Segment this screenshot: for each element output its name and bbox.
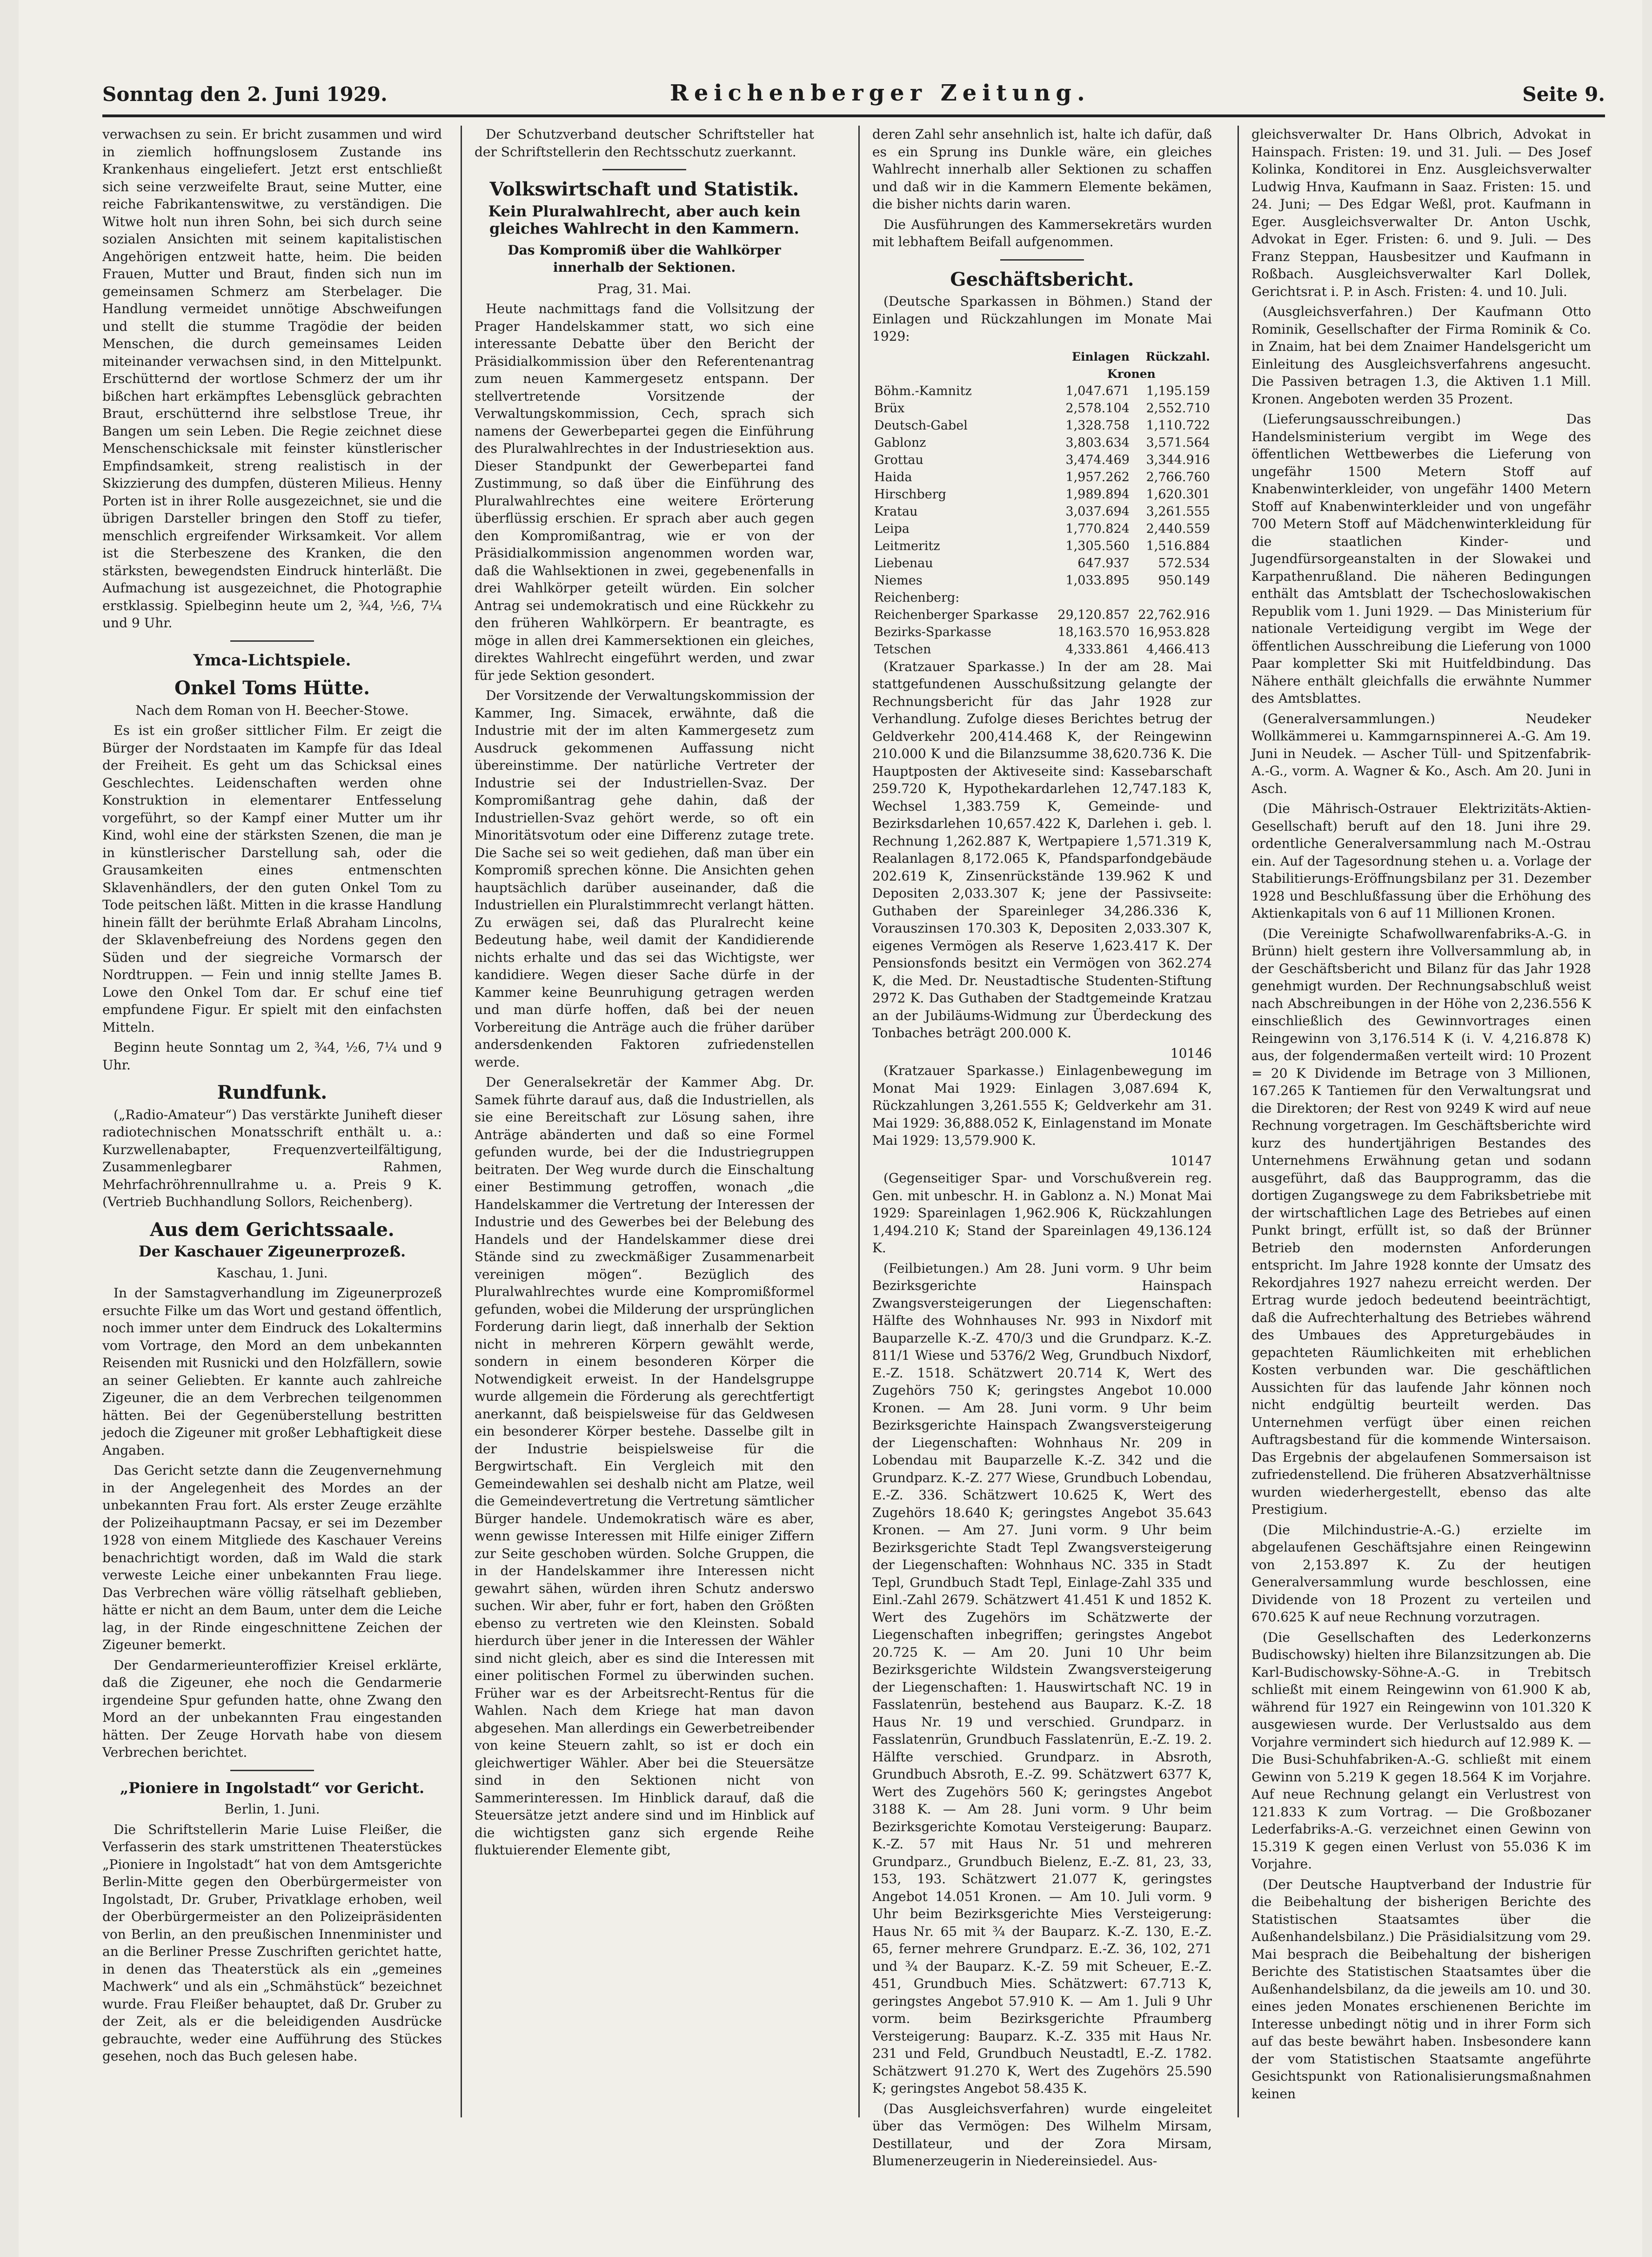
table-cell-place: Leipa <box>874 521 910 536</box>
table-cell-rueckzahl: 22,762.916 <box>1138 607 1210 622</box>
table-row <box>872 451 1212 469</box>
article-text: (Die Mährisch-Ostrauer Elektrizitäts-Aktien-Gesellschaft) beruft auf den 18. Juni ihre 29. ordentliche Generalversammlung nach M.-Ostrau ein. Auf der Tagesordnung stehen u. a. Vorlage der Stabilitierungs-Eröffnungsbilanz per 31. Dezember 1928 und Beschlußfassung über die Erhöhung des Aktienkapitals von 6 auf 11 Millionen Kronen. <box>1251 801 1591 921</box>
table-cell-rueckzahl: 572.534 <box>1158 556 1210 571</box>
newspaper-page <box>19 0 1642 2257</box>
article-text: (Die Gesellschaften des Lederkonzerns Budischowsky) hielten ihre Bilanzsitzungen ab. Die Karl-Budischowsky-Söhne-A.-G. in Trebitsch schließt mit einem Reingewinn von 61.900 K ab, während für 1927 ein Reingewinn von 101.320 K ausgewiesen wurde. Der Verlustsaldo aus dem Vorjahre vermindert sich hiedurch auf 12.989 K. — Die Busi-Schuhfabriken-A.-G. schließt mit einem Gewinn von 5.219 K gegen 18.564 K im Vorjahre. Auf neue Rechnung gelangt ein Verlustrest von 121.833 K zum Vortrag. — Die Großbozaner Lederfabriks-A.-G. verzeichnet einen Gewinn von 15.319 K gegen einen Verlust von 55.036 K im Vorjahre. <box>1251 1629 1591 1872</box>
page-header <box>102 78 1605 111</box>
article-text: (Feilbietungen.) Am 28. Juni vorm. 9 Uhr beim Bezirksgerichte Hainspach Zwangsversteigerungen der Liegenschaften: Hälfte des Wohnhauses Nr. 993 in Nixdorf mit Bauparzelle K.-Z. 470/3 und die Grundparz. K.-Z. 811/1 Wiese und 5376/2 Weg, Grundbuch Nixdorf, E.-Z. 1518. Schätzwert 20.714 K, Wert des Zugehörs 750 K; geringstes Angebot 10.000 Kronen. — Am 28. Juni vorm. 9 Uhr beim Bezirksgerichte Hainspach Zwangsversteigerung der Liegenschaften: Wohnhaus Nr. 209 in Lobendau mit Bauparzelle K.-Z. 342 und die Grundparz. K.-Z. 277 Wiese, Grundbuch Lobendau, E.-Z. 336. Schätzwert 10.625 K, Wert des Zugehörs 18.640 K; geringstes Angebot 35.643 Kronen. — Am 27. Juni vorm. 9 Uhr beim Bezirksgerichte Stadt Tepl Zwangsversteigerung der Liegenschaften: Wohnhaus NC. 335 in Stadt Tepl, Grundbuch Stadt Tepl, Einlage-Zahl 335 und Einl.-Zahl 2679. Schätzwert 41.451 K und 1852 K. Wert des Zugehörs im Schätzwerte der Liegenschaften inbegriffen; geringstes Angebot 20.725 K. — Am 20. Juni 10 Uhr beim Bezirksgerichte Wildstein Zwangsversteigerung der Liegenschaften: 1. Hauswirtschaft NC. 19 in Fasslatenrün, bestehend aus Bauparz. K.-Z. 18 Haus Nr. 19 und verschied. Grundparz. in Fasslatenrün, Grundbuch Fasslatenrün, E.-Z. 19. 2. Hälfte verschied. Grundparz. in Absroth, Grundbuch Absroth, E.-Z. 99. Schätzwert 6377 K, Wert des Zugehörs 560 K; geringstes Angebot 3188 K. — Am 28. Juni vorm. 9 Uhr beim Bezirksgerichte Komotau Versteigerung: Bauparz. K.-Z. 57 mit Haus Nr. 51 und mehreren Grundparz., Grundbuch Bielenz, E.-Z. 81, 23, 33, 153, 193. Schätzwert 21.077 K, geringstes Angebot 14.051 Kronen. — Am 10. Juli vorm. 9 Uhr beim Bezirksgerichte Mies Versteigerung: Haus Nr. 65 mit ¾ der Bauparz. K.-Z. 130, E.-Z. 65, ferner mehrere Grundparz. E.-Z. 36, 102, 271 und ¾ der Bauparz. K.-Z. 59 mit Scheuer, E.-Z. 451, Grundbuch Mies. Schätzwert: 67.713 K, geringstes Angebot 57.910 K. — Am 1. Juli 9 Uhr vorm. beim Bezirksgerichte Pfraumberg Versteigerung: Bauparz. K.-Z. 335 mit Haus Nr. 231 und Feld, Grundbuch Neustadtl, E.-Z. 1782. Schätzwert 91.270 K, Wert des Zugehörs 25.590 K; geringstes Angebot 58.435 K. <box>872 1260 1212 2096</box>
article-text: (Kratzauer Sparkasse.) In der am 28. Mai stattgefundenen Ausschußsitzung gelangte der Rechnungsbericht für das Jahr 1928 zur Verhandlung. Zufolge dieses Berichtes betrug der Geldverkehr 200,414.468 K, der Reingewinn 210.000 K und die Bilanzsumme 38,620.736 K. Die Hauptposten der Aktiveseite sind: Kassebarschaft 259.720 K, Hypothekardarlehen 12,747.183 K, Wechsel 1,383.759 K, Gemeinde- und Bezirksdarlehen 10,657.422 K, Darlehen i. geb. l. Rechnung 1,262.887 K, Wertpapiere 1,571.319 K, Realanlagen 8,172.065 K, Pfandsparfondgebäude 202.619 K, Zinsenrückstände 139.962 K und Depositen 2,033.307 K; jene der Passivseite: Guthaben der Spareinleger 34,286.336 K, Vorauszinsen 170.303 K, Depositen 2,033.307 K, eigenes Vermögen als Reserve 1,623.417 K. Der Pensionsfonds besitzt ein Vermögen von 362.274 K, die Med. Dr. Neustadtische Studenten-Stiftung 2972 K. Das Guthaben der Stadtgemeinde Kratzau an der Jubiläums-Widmung zur Überdeckung des Tonbaches beträgt 200.000 K. <box>872 658 1212 1041</box>
table-cell-rueckzahl: 3,571.564 <box>1146 435 1210 450</box>
dateline: Prag, 31. Mai. <box>597 281 691 296</box>
table-row <box>872 606 1212 624</box>
article-text: Der Gendarmerieunteroffizier Kreisel erklärte, daß die Zigeuner, ehe noch die Gendarmerie irgendeine Spur gefunden hatte, ohne Zwang den Mord an der unbekannten Frau eingestanden hätten. Der Zeuge Horvath habe von diesem Verbrechen berichtet. <box>102 1657 442 1760</box>
table-cell-rueckzahl: 3,261.555 <box>1146 504 1210 519</box>
item-number: 10146 <box>1170 1045 1212 1061</box>
table-row <box>872 537 1212 555</box>
table-cell-place: Haida <box>874 470 912 484</box>
table-cell-place: Reichenberger Sparkasse <box>874 607 1038 622</box>
table-cell-place: Böhm.-Kamnitz <box>874 383 972 398</box>
table-header: Einlagen <box>1071 349 1130 363</box>
article-text: (Der Deutsche Hauptverband der Industrie für die Beibehaltung der bisherigen Berichte des Statistischen Staatsamtes über die Außenhandelsbilanz.) Die Präsidialsitzung vom 29. Mai besprach die Beibehaltung der bisherigen Berichte des Statistischen Staatsamtes über die Außenhandelsbilanz, da die jeweils am 10. und 30. eines jeden Monates erschienenen Berichte im Interesse unbedingt nötig und in ihrer Form sich auf das beste bewährt haben. Insbesondere kann der vom Statistischen Staatsamte angeführte Gesichtspunkt von Rationalisierungsmaßnahmen keinen <box>1251 1876 1591 2102</box>
item-number: 10147 <box>1170 1153 1212 1169</box>
table-cell-rueckzahl: 1,516.884 <box>1146 538 1210 553</box>
table-cell-place: Liebenau <box>874 556 933 571</box>
section-rule <box>1000 259 1084 261</box>
table-cell-einlagen: 1,328.758 <box>1065 418 1130 433</box>
section-heading: Rundfunk. <box>217 1081 328 1103</box>
table-row <box>872 520 1212 537</box>
article-subheading: Nach dem Roman von H. Beecher-Stowe. <box>135 702 409 718</box>
column-divider <box>461 126 462 2117</box>
issue-date: Sonntag den 2. Juni 1929. <box>102 83 388 106</box>
table-cell-rueckzahl: 3,344.916 <box>1146 452 1210 467</box>
table-group-label: Reichenberg: <box>874 590 960 605</box>
table-cell-rueckzahl: 950.149 <box>1158 573 1210 588</box>
section-heading: Aus dem Gerichtssaale. <box>150 1218 395 1241</box>
article-text: (Gegenseitiger Spar- und Vorschußverein reg. Gen. mit unbeschr. H. in Gablonz a. N.) Monat Mai 1929: Spareinlagen 1,962.906 K, Rückzahlungen 1,494.210 K; Stand der Spareinlagen 49,136.124 K. <box>872 1170 1212 1256</box>
table-cell-einlagen: 647.937 <box>1077 556 1130 571</box>
table-row <box>872 383 1212 400</box>
table-header <box>872 348 1051 365</box>
article-text: (Die Milchindustrie-A.-G.) erzielte im abgelaufenen Geschäftsjahre einen Reingewinn von 2,153.897 K. Zu der heutigen Generalversammlung wurde beschlossen, eine Dividende von 18 Prozent zu verteilen und 670.625 K auf neue Rechnung vorzutragen. <box>1251 1522 1591 1625</box>
column-divider <box>1237 126 1239 2117</box>
table-cell-rueckzahl: 2,440.559 <box>1146 521 1210 536</box>
table-cell-place: Leitmeritz <box>874 538 940 553</box>
table-cell-rueckzahl: 1,110.722 <box>1146 418 1210 433</box>
table-cell-rueckzahl: 2,552.710 <box>1146 401 1210 416</box>
article-subheading: Das Kompromiß über die Wahlkörper innerhalb der Sektionen. <box>508 242 781 275</box>
table-cell-place: Hirschberg <box>874 487 946 502</box>
table-cell-rueckzahl: 4,466.413 <box>1146 642 1210 657</box>
table-cell-place: Niemes <box>874 573 923 588</box>
article-text: („Radio-Amateur“) Das verstärkte Juniheft dieser radiotechnischen Monatsschrift enthält u. a.: Kurzwellenabapter, Frequenzverteilfältigung, Zusammenlegbarer Rahmen, Mehrfachröhrennullrahme u. a. Preis 9 K. (Vertrieb Buchhandlung Sollors, Reichenberg). <box>102 1107 442 1209</box>
article-text: verwachsen zu sein. Er bricht zusammen und wird in ziemlich hoffnungslosem Zustande ins Krankenhaus eingeliefert. Jetzt erst entschließt sich seine verzweifelte Braut, seine Mutter, eine reiche Fabrikantenswitwe, zu verständigen. Die Witwe holt nun ihren Sohn, bei sich durch seine sozialen Ansichten mit seinem kapitalistischen Angehörigen entzweit hatte, heim. Die beiden Frauen, Mutter und Braut, finden sich nun im gemeinsamen Schmerz am Sterbelager. Die Handlung vermeidet unnötige Abschweifungen und stellt die stumme Tragödie der beiden Menschen, die durch gemeinsames Leiden miteinander verwachsen sind, in den Mittelpunkt. Erschütternd der wortlose Schmerz der um ihr bißchen hart erkämpftes Lebensglück gebrachten Braut, erschütternd ihre selbstlose Treue, ihr Bangen um sein Leben. Die Regie zeichnet diese Menschenschicksale mit feinster künstlerischer Empfindsamkeit, streng realistisch in der Skizzierung des dumpfen, düsteren Milieus. Henny Porten ist in ihrer Rolle ausgezeichnet, sie und die übrigen Darsteller bringen den Stoff zu tiefer, menschlich ergreifender Wirksamkeit. Vor allem ist die Sterbeszene des Kranken, die den stärksten, bewegendsten Eindruck hinterläßt. Die Aufmachung ist ausgezeichnet, die Photographie erstklassig. Spielbeginn heute um 2, ¾4, ½6, 7¼ und 9 Uhr. <box>102 127 442 631</box>
article-text: Das Gericht setzte dann die Zeugenvernehmung in der Angelegenheit des Mordes an der unbekannten Frau fort. Als erster Zeuge erzählte der Polizeihauptmann Pacsay, er sei im Dezember 1928 von einem Mitgliede des Kaschauer Vereins benachrichtigt worden, daß im Wald die stark verweste Leiche einer unbekannten Frau liege. Das Verbrechen wäre völlig rätselhaft geblieben, hätte er nicht an dem Baum, unter dem die Leiche lag, in der Rinde eingeschnittene Zeichen der Zigeuner bemerkt. <box>102 1463 442 1652</box>
table-header: Rückzahl. <box>1145 349 1210 363</box>
column-3 <box>872 126 1212 2173</box>
dateline: Berlin, 1. Juni. <box>224 1801 320 1817</box>
table-cell-einlagen: 29,120.857 <box>1057 607 1130 622</box>
table-cell-rueckzahl: 1,620.301 <box>1146 487 1210 502</box>
article-text: Es ist ein großer sittlicher Film. Er zeigt die Bürger der Nordstaaten im Kampfe für das Ideal der Freiheit. Es geht um das Schicksal eines Geschlechtes. Leidenschaften werden ohne Konstruktion in elementarer Entfesselung vorgeführt, so der Kampf einer Mutter um ihr Kind, wohl eine der stärksten Szenen, die man je in künstlerischer Darstellung sah, oder die Grausamkeiten eines entmenschten Sklavenhändlers, der den guten Onkel Tom zu Tode peitschen läßt. Mitten in die krasse Handlung hinein fällt der berühmte Erlaß Abraham Lincolns, der Sklavenbefreiung des Nordens gegen den Süden und der siegreiche Vormarsch der Nordtruppen. — Fein und innig stellte James B. Lowe den Onkel Tom dar. Er schuf eine tief empfundene Figur. Er spielt mit den einfachsten Mitteln. <box>102 723 442 1035</box>
table-cell-einlagen: 18,163.570 <box>1057 625 1130 639</box>
article-text: (Die Vereinigte Schafwollwarenfabriks-A.-G. in Brünn) hielt gestern ihre Vollversammlung ab, in der Geschäftsbericht und Bilanz für das Jahr 1928 genehmigt wurden. Der Rechnungsabschluß weist nach Abschreibungen in der Höhe von 2,236.556 K einschließlich des Gewinnvortrages einen Reingewinn von 3,176.514 K (i. V. 4,216.878 K) aus, der folgendermaßen verteilt wird: 10 Prozent = 20 K Dividende im Betrage von 3 Millionen, 167.265 K Tantiemen für den Verwaltungsrat und die Direktoren; der Rest von 9249 K wird auf neue Rechnung vorgetragen. Im Geschäftsberichte wird kurz des hundertjährigen Bestandes des Unternehmens Erwähnung getan und sodann ausgeführt, daß das Baupprogramm, das die dortigen Zugangswege zu dem Fabriksbetriebe mit der wirtschaftlichen Lage des Betriebes auf einen Punkt bringt, erfüllt ist, so daß der Brünner Betrieb den modernsten Anforderungen entspricht. Im Jahre 1928 konnte der Umsatz des Rekordjahres 1927 nahezu erreicht werden. Der Ertrag wurde jedoch bedeutend beeinträchtigt, daß die Aufrechterhaltung des Betriebes während des Umbaues des Appreturgebäudes in gepachteten Räumlichkeiten mit erheblichen Kosten verbunden war. Die geschäftlichen Aussichten für das laufende Jahr können noch nicht endgültig beurteilt werden. Das Unternehmen verfügt über einen reichen Auftragsbestand für die kommende Wintersaison. Das Ergebnis der abgelaufenen Sommersaison ist zufriedenstellend. Die früheren Absatzverhältnisse wurden wiederhergestellt, ebenso das alte Prestigium. <box>1251 926 1591 1517</box>
table-cell-einlagen: 1,957.262 <box>1065 470 1130 484</box>
dateline: Kaschau, 1. Juni. <box>216 1265 328 1281</box>
table-cell-einlagen: 2,578.104 <box>1065 401 1130 416</box>
table-row <box>872 641 1212 658</box>
table-cell-rueckzahl: 16,953.828 <box>1138 625 1210 639</box>
article-text: (Ausgleichsverfahren.) Der Kaufmann Otto Rominik, Gesellschafter der Firma Rominik & Co. in Znaim, hat bei dem Znaimer Handelsgericht um Einleitung des Ausgleichsverfahrens angesucht. Die Passiven betragen 1.3, die Aktiven 1.1 Mill. Kronen. Angeboten werden 35 Prozent. <box>1251 304 1591 407</box>
section-rule <box>602 169 686 170</box>
article-text: (Deutsche Sparkassen in Böhmen.) Stand der Einlagen und Rückzahlungen im Monate Mai 1929: <box>872 294 1212 344</box>
table-cell-place: Tetschen <box>874 642 931 657</box>
article-text: Der Generalsekretär der Kammer Abg. Dr. Samek führte darauf aus, daß die Industriellen, als sie eine Bereitschaft zur Lösung sahen, ihre Anträge abänderten und daß so eine Formel gefunden wurde, bei der die Industriegruppen beitraten. Der Weg wurde durch die Einschaltung einer Bestimmung getroffen, wonach „die Handelskammer die Vertretung der Interessen der Industrie und des Gewerbes bei der Belebung des Handels und der Handelskammer diese drei Stände sind zu zweckmäßiger Zusammenarbeit vereinigen mögen“. Bezüglich des Pluralwahlrechtes wurde eine Kompromißformel gefunden, wobei die Milderung der ursprünglichen Forderung darin liegt, daß innerhalb der Sektion nicht in mehreren Körpern gewählt werde, sondern in einem besonderen Körper die Notwendigkeit erweist. In der Handelsgruppe wurde allgemein die Förderung als gerechtfertigt anerkannt, daß beispielsweise für das Geldwesen ein besonderer Körper bestehe. Dasselbe gilt in der Industrie beispielsweise für die Bergwirtschaft. Ein Vergleich mit den Gemeindewahlen sei deshalb nicht am Platze, weil die Gemeindevertretung die Vertretung sämtlicher Bürger handele. Undemokratisch wäre es aber, wenn gewisse Interessen mit Hilfe einiger Ziffern zur Seite geschoben würden. Solche Gruppen, die in der Handelskammer ihre Interessen nicht gewahrt sähen, würden ihren Schutz anderswo suchen. Wir aber, fuhr er fort, haben den Größten ebenso zu vertreten wie den Kleinsten. Sobald hierdurch über jener in die Interessen der Wähler sind nicht gleich, aber es sind die Interessen mit einer politischen Formel zu überwinden suchen. Früher war es der Arbeitsrecht-Rentus für die Wahlen. Nach dem Kriege hat man davon abgesehen. Man allerdings ein Gewerbetreibender von keine Steuern zahlt, so ist er doch ein gleichwertiger Wähler. Aber bei die Steuersätze sind in den Sektionen nicht von Sammerinteressen. Im Hinblick darauf, daß die Steuersätze jetzt andere sind und im Hinblick auf die wichtigsten ganz sich ergende Reihe fluktuierender Elemente gibt, <box>475 1075 814 1858</box>
section-heading: Ymca-Lichtspiele. <box>193 651 351 670</box>
table-row <box>872 555 1212 572</box>
table-cell-einlagen: 1,989.894 <box>1065 487 1130 502</box>
article-text: Die Ausführungen des Kammersekretärs wurden mit lebhaftem Beifall aufgenommen. <box>872 216 1212 249</box>
table-cell-place: Bezirks-Sparkasse <box>874 625 991 639</box>
column-1 <box>102 126 442 2068</box>
article-text: deren Zahl sehr ansehnlich ist, halte ich dafür, daß es ein Sprung ins Dunkle wäre, ein gleiches Wahlrecht innerhalb aller Sektionen zu schaffen und daß wir in die Kammern Elemente bekämen, die bisher nichts darin waren. <box>872 127 1212 212</box>
table-row <box>872 400 1212 417</box>
table-cell-place: Brüx <box>874 401 905 416</box>
table-cell-rueckzahl: 2,766.760 <box>1146 470 1210 484</box>
column-4 <box>1251 126 1591 2105</box>
article-heading: Der Kaschauer Zigeunerprozeß. <box>138 1243 406 1260</box>
article-text: Der Schutzverband deutscher Schriftsteller hat der Schriftstellerin den Rechtsschutz zuerkannt. <box>475 127 814 160</box>
section-heading: Volkswirtschaft und Statistik. <box>489 178 799 200</box>
table-row <box>872 469 1212 486</box>
table-cell-einlagen: 1,305.560 <box>1065 538 1130 553</box>
table-cell-einlagen: 1,770.824 <box>1065 521 1130 536</box>
article-text: (Generalversammlungen.) Neudeker Wollkämmerei u. Kammgarnspinnerei A.-G. Am 19. Juni in Neudek. — Ascher Tüll- und Spitzenfabrik-A.-G., vorm. A. Wagner & Ko., Asch. Am 20. Juni in Asch. <box>1251 711 1591 796</box>
page-number: Seite 9. <box>1522 83 1605 106</box>
table-cell-einlagen: 3,037.694 <box>1065 504 1130 519</box>
section-rule <box>230 1770 314 1771</box>
table-row <box>872 434 1212 451</box>
header-rule <box>102 114 1605 117</box>
table-row <box>872 417 1212 434</box>
section-heading: Geschäftsbericht. <box>950 268 1134 290</box>
table-unit: Kronen <box>1107 367 1156 381</box>
section-rule <box>230 640 314 642</box>
article-text: (Das Ausgleichsverfahren) wurde eingeleitet über das Vermögen: Des Wilhelm Mirsam, Destillateur, und der Zora Mirsam, Blumenerzeugerin in Niedereinsiedel. Aus- <box>872 2101 1212 2169</box>
newspaper-title: Reichenberger Zeitung. <box>670 80 1090 106</box>
article-text: Heute nachmittags fand die Vollsitzung der Prager Handelskammer statt, wo sich eine interessante Debatte über den Bericht der Präsidialkommission über den Referentenantrag zum neuen Kammergesetz entspann. Der stellvertretende Vorsitzende der Verwaltungskommission, Cech, sprach sich namens der Gewerbepartei gegen die Einführung des Pluralwahlrechtes in der Industriesektion aus. Dieser Standpunkt der Gewerbepartei fand Zustimmung, so daß über die Einführung des Pluralwahlrechtes eine weitere Erörterung überflüssig erschien. Er sprach aber auch gegen den Kompromißantrag, wie er von der Präsidialkommission angenommen worden war, daß die Wahlsektionen in zwei, gegebenenfalls in drei Wahlkörper geteilt würden. Ein solcher Antrag sei undemokratisch und eine Rückkehr zu den früheren Wahlkörpern. Er beantragte, es möge in allen drei Kammersektionen ein gleiches, direktes Wahlrecht eingeführt werden, und zwar für jede Sektion gesondert. <box>475 301 814 683</box>
table-cell-place: Deutsch-Gabel <box>874 418 968 433</box>
column-2 <box>475 126 814 1862</box>
table-row <box>872 624 1212 641</box>
table-cell-place: Grottau <box>874 452 923 467</box>
article-text: gleichsverwalter Dr. Hans Olbrich, Advokat in Hainspach. Fristen: 19. und 31. Juli. — Des Josef Kolinka, Konditorei in Enz. Ausgleichsverwalter Ludwig Hnva, Kaufmann in Saaz. Fristen: 15. und 24. Juni; — Des Edgar Weßl, prot. Kaufmann in Eger. Ausgleichsverwalter Dr. Anton Uschk, Advokat in Eger. Fristen: 6. und 9. Juli. — Des Franz Steppan, Hausbesitzer und Kaufmann in Roßbach. Ausgleichsverwalter Karl Dollek, Gerichtsrat i. P. in Asch. Fristen: 4. und 10. Juli. <box>1251 127 1591 299</box>
table-cell-einlagen: 1,047.671 <box>1065 383 1130 398</box>
article-heading: Onkel Toms Hütte. <box>174 677 370 699</box>
table-row <box>872 486 1212 503</box>
table-cell-einlagen: 3,474.469 <box>1065 452 1130 467</box>
table-cell-einlagen: 1,033.895 <box>1065 573 1130 588</box>
article-text: Die Schriftstellerin Marie Luise Fleißer, die Verfasserin des stark umstrittenen Theaterstückes „Pioniere in Ingolstadt“ hat von dem Amtsgerichte Berlin-Mitte gegen den Oberbürgermeister von Ingolstadt, Dr. Gruber, Privatklage erhoben, weil der Oberbürgermeister an den Polizeipräsidenten von Berlin, an den preußischen Innenminister und an die Berliner Presse Zuschriften gerichtet hatte, in denen das Theaterstück als ein „gemeines Machwerk“ und als ein „Schmähstück“ bezeichnet wurde. Frau Fleißer behauptet, daß Dr. Gruber zu der Zeit, als er die beleidigenden Ausdrücke gebrauchte, weder eine Aufführung des Stückes gesehen, noch das Buch gelesen habe. <box>102 1821 442 2064</box>
table-row <box>872 572 1212 589</box>
table-cell-einlagen: 4,333.861 <box>1065 642 1130 657</box>
savings-table <box>872 348 1212 658</box>
article-text: Beginn heute Sonntag um 2, ¾4, ½6, 7¼ und 9 Uhr. <box>102 1040 442 1073</box>
article-heading: „Pioniere in Ingolstadt“ vor Gericht. <box>120 1779 425 1797</box>
table-cell-place: Gablonz <box>874 435 926 450</box>
column-divider <box>858 126 860 2117</box>
article-text: Der Vorsitzende der Verwaltungskommission der Kammer, Ing. Simacek, erwähnte, daß die Industrie mit der im alten Kammergesetz zum Ausdruck gekommenen Auffassung nicht übereinstimme. Der natürliche Vertreter der Industrie sei der Industriellen-Svaz. Der Kompromißantrag gehe dahin, daß der Industriellen-Svaz gehört werde, so oft ein Minoritätsvotum oder eine Differenz zutage trete. Die Sache sei so weit gediehen, daß man über ein Kompromiß sprechen könne. Die Ansichten gehen hauptsächlich darüber auseinander, daß die Industriellen ein Pluralstimmrecht verlangt hätten. Zu erwägen sei, daß das Pluralrecht keine Bedeutung habe, weil damit der Kandidierende nichts erhalte und das sei das Wichtigste, wer kandidiere. Wegen dieser Sache dürfe in der Kammer keine Beunruhigung getragen werden und man dürfe hoffen, daß bei der neuen Vorbereitung die Anträge auch die früher darüber andersdenkenden Faktoren zufriedenstellen werde. <box>475 688 814 1070</box>
article-text: In der Samstagverhandlung im Zigeunerprozeß ersuchte Filke um das Wort und gestand öffentlich, noch immer unter dem Eindruck des Lokaltermins vom Vortrage, den Mord an dem unbekannten Reisenden mit Rusnicki und den Holzfällern, sowie an seiner Geliebten. Er kannte auch zahlreiche Zigeuner, die an dem Verbrechen teilgenommen hätten. Bei der Gegenüberstellung bestritten jedoch die Zigeuner mit großer Lebhaftigkeit diese Angaben. <box>102 1285 442 1458</box>
table-cell-place: Kratau <box>874 504 918 519</box>
article-text: (Kratzauer Sparkasse.) Einlagenbewegung im Monat Mai 1929: Einlagen 3,087.694 K, Rückzahlungen 3,261.555 K; Geldverkehr am 31. Mai 1929: 36,888.052 K, Einlagenstand im Monate Mai 1929: 13,579.900 K. <box>872 1063 1212 1148</box>
table-cell-rueckzahl: 1,195.159 <box>1146 383 1210 398</box>
article-heading: Kein Pluralwahlrecht, aber auch kein gleiches Wahlrecht in den Kammern. <box>488 202 801 237</box>
table-row <box>872 503 1212 520</box>
article-text: (Lieferungsausschreibungen.) Das Handelsministerium vergibt im Wege des öffentlichen Wettbewerbes die Lieferung von ungefähr 1500 Metern Stoff auf Knabenwinterkleider, von ungefähr 1400 Metern Stoff auf Knabenwinterkleider und von ungefähr 700 Metern Stoff auf Mädchenwinterkleidung für die staatlichen Kinder- und Jugendfürsorgeanstalten in der Slowakei und Karpathenrußland. Die näheren Bedingungen enthält das Amtsblatt der Tschechoslowakischen Republik vom 1. Juni 1929. — Das Ministerium für nationale Verteidigung vergibt im Wege der öffentlichen Ausschreibung die Lieferung von 1000 Paar kompletter Ski mit Huitfeldbindung. Das Nähere enthält gleichfalls die erwähnte Nummer des Amtsblattes. <box>1251 411 1591 706</box>
table-cell-einlagen: 3,803.634 <box>1065 435 1130 450</box>
